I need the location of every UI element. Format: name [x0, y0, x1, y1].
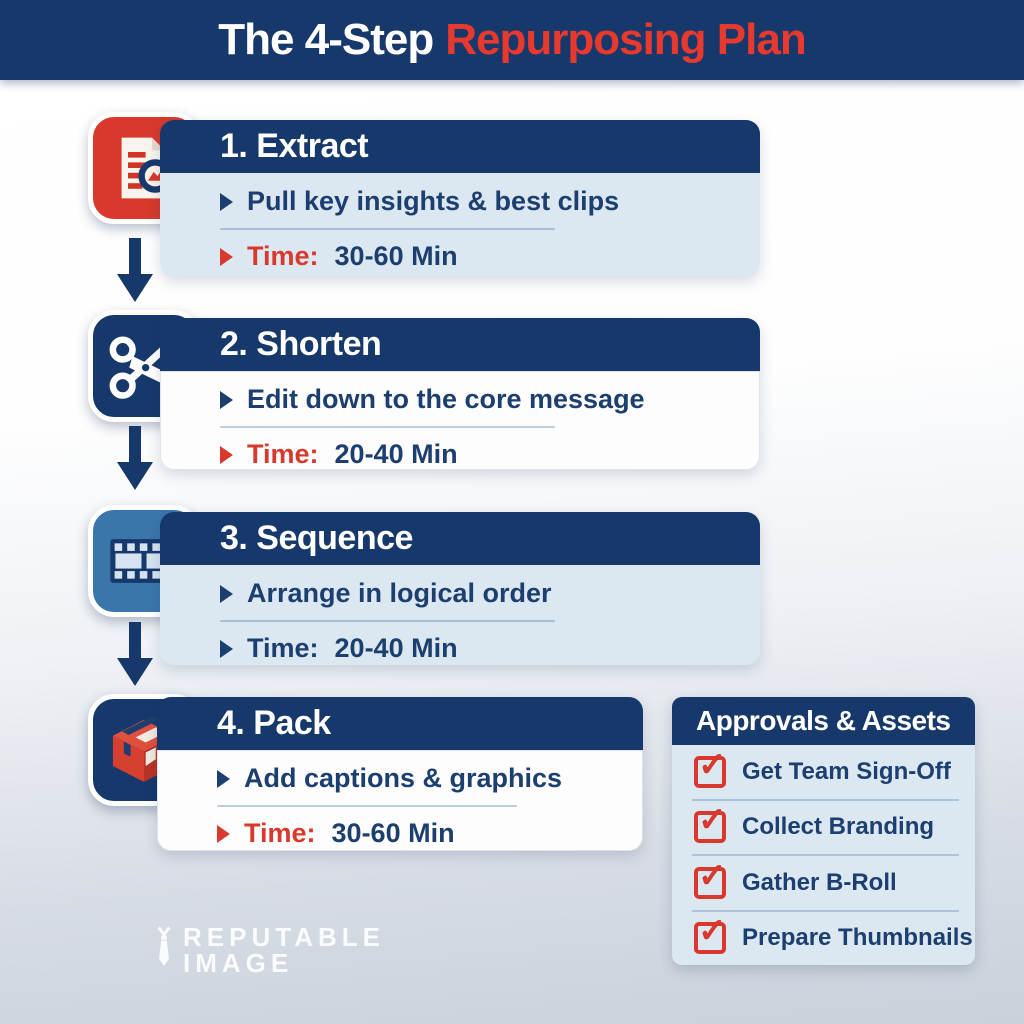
step-card-header: [160, 318, 760, 371]
watermark-text: [183, 924, 385, 976]
time-label: Time:: [247, 633, 319, 663]
step-card-extract: [160, 120, 760, 277]
watermark-line1: REPUTABLE: [183, 922, 385, 952]
checklist-item-label: Collect Branding: [742, 813, 935, 841]
page-header: [0, 0, 1024, 80]
watermark-logo: [152, 924, 385, 976]
bullet-triangle-icon: [220, 585, 233, 603]
step-description: Arrange in logical order: [247, 578, 552, 608]
step-card-body: [160, 173, 760, 277]
page-title-main: The 4-Step: [218, 15, 434, 64]
bullet-triangle-icon: [220, 640, 233, 658]
time-value: 20-40 Min: [334, 439, 458, 469]
step-card-header: [157, 697, 643, 750]
step-card-body: [157, 750, 643, 851]
step-title: 2. Shorten: [220, 325, 382, 363]
time-value: 30-60 Min: [334, 241, 458, 271]
divider: [220, 426, 555, 428]
time-value: 20-40 Min: [334, 633, 458, 663]
step-card-shorten: [160, 318, 760, 470]
checklist-item-label: Get Team Sign-Off: [742, 757, 951, 785]
step-description: Add captions & graphics: [244, 763, 563, 793]
approvals-panel-title: Approvals & Assets: [696, 705, 951, 736]
down-arrow-icon: [117, 622, 153, 686]
approvals-panel-header: [672, 697, 975, 745]
bullet-triangle-icon: [220, 391, 233, 409]
step-description: Pull key insights & best clips: [247, 186, 620, 216]
bullet-triangle-icon: [217, 825, 230, 843]
divider: [217, 805, 517, 807]
step-title: 4. Pack: [217, 704, 331, 742]
divider: [220, 620, 555, 622]
red-checkbox-icon: [694, 756, 726, 788]
step-card-body: [160, 565, 760, 665]
step-description: Edit down to the core message: [247, 384, 645, 414]
red-checkbox-icon: [694, 922, 726, 954]
step-card-pack: [157, 697, 643, 851]
approvals-panel-body: [672, 745, 975, 965]
down-arrow-icon: [117, 238, 153, 302]
tie-icon: [152, 924, 176, 974]
bullet-triangle-icon: [220, 248, 233, 266]
checklist-item: [672, 856, 975, 910]
down-arrow-icon: [117, 426, 153, 490]
checklist-item: [672, 801, 975, 855]
step-time-line: [220, 630, 760, 667]
step-description-line: [217, 760, 643, 797]
step-card-header: [160, 120, 760, 173]
checklist-item-label: Prepare Thumbnails: [742, 924, 973, 952]
bullet-triangle-icon: [217, 770, 230, 788]
time-label: Time:: [247, 241, 319, 271]
checklist-item: [672, 912, 975, 966]
time-value: 30-60 Min: [331, 818, 455, 848]
step-description-line: [220, 183, 760, 220]
red-checkbox-icon: [694, 811, 726, 843]
time-label: Time:: [244, 818, 316, 848]
step-card-sequence: [160, 512, 760, 665]
step-time-line: [217, 815, 643, 852]
step-title: 3. Sequence: [220, 519, 413, 557]
checklist-item-label: Gather B-Roll: [742, 868, 897, 896]
page-title-accent: Repurposing Plan: [445, 15, 806, 64]
step-time-line: [220, 436, 760, 473]
page-title: [218, 15, 805, 65]
divider: [220, 228, 555, 230]
step-description-line: [220, 381, 760, 418]
approvals-assets-panel: [672, 697, 975, 965]
watermark-line2: IMAGE: [183, 948, 294, 978]
checklist-item: [672, 745, 975, 799]
bullet-triangle-icon: [220, 193, 233, 211]
step-time-line: [220, 238, 760, 275]
time-label: Time:: [247, 439, 319, 469]
step-card-body: [160, 371, 760, 470]
red-checkbox-icon: [694, 867, 726, 899]
step-description-line: [220, 575, 760, 612]
bullet-triangle-icon: [220, 446, 233, 464]
step-title: 1. Extract: [220, 127, 369, 165]
step-card-header: [160, 512, 760, 565]
